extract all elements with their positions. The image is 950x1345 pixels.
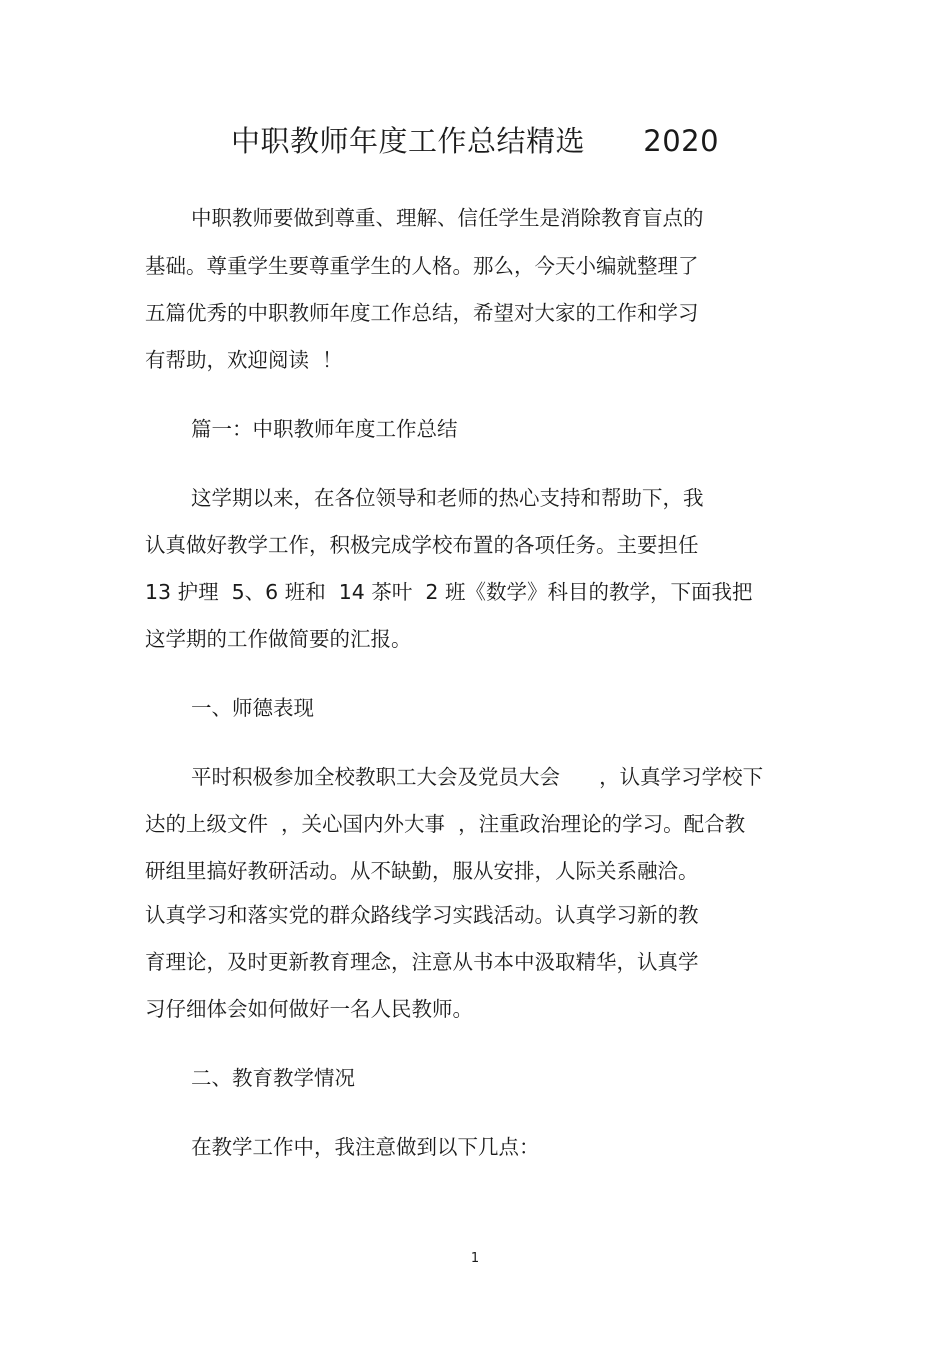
section-heading: 篇一：中职教师年度工作总结: [191, 417, 458, 441]
paragraph-line: 这学期的工作做简要的汇报。: [145, 627, 412, 651]
paragraph-line: 平时积极参加全校教职工大会及党员大会 ，认真学习学校下: [191, 765, 764, 789]
intro-line: 有帮助，欢迎阅读 ！: [145, 348, 343, 372]
paragraph-line: 研组里搞好教研活动。从不缺勤，服从安排，人际关系融洽。: [145, 859, 699, 883]
paragraph-line: 认真学习和落实党的群众路线学习实践活动。认真学习新的教: [145, 903, 699, 927]
page-number: 1: [470, 1251, 480, 1266]
paragraph-line: 13 护理 5、6 班和 14 茶叶 2 班《数学》科目的教学，下面我把: [145, 580, 753, 604]
subheading: 二、教育教学情况: [191, 1066, 355, 1090]
paragraph-line: 认真做好教学工作，积极完成学校布置的各项任务。主要担任: [145, 533, 699, 557]
intro-line: 基础。尊重学生要尊重学生的人格。那么，今天小编就整理了: [145, 254, 699, 278]
paragraph-line: 达的上级文件 ，关心国内外大事 ，注重政治理论的学习。配合教: [145, 812, 746, 836]
document-title: 中职教师年度工作总结精选 2020: [230, 124, 720, 158]
paragraph-line: 育理论，及时更新教育理念，注意从书本中汲取精华，认真学: [145, 950, 699, 974]
paragraph-line: 在教学工作中，我注意做到以下几点：: [191, 1135, 540, 1159]
intro-line: 五篇优秀的中职教师年度工作总结，希望对大家的工作和学习: [145, 301, 699, 325]
intro-line: 中职教师要做到尊重、理解、信任学生是消除教育盲点的: [191, 206, 704, 230]
subheading: 一、师德表现: [191, 696, 314, 720]
paragraph-line: 这学期以来，在各位领导和老师的热心支持和帮助下，我: [191, 486, 704, 510]
paragraph-line: 习仔细体会如何做好一名人民教师。: [145, 997, 473, 1021]
